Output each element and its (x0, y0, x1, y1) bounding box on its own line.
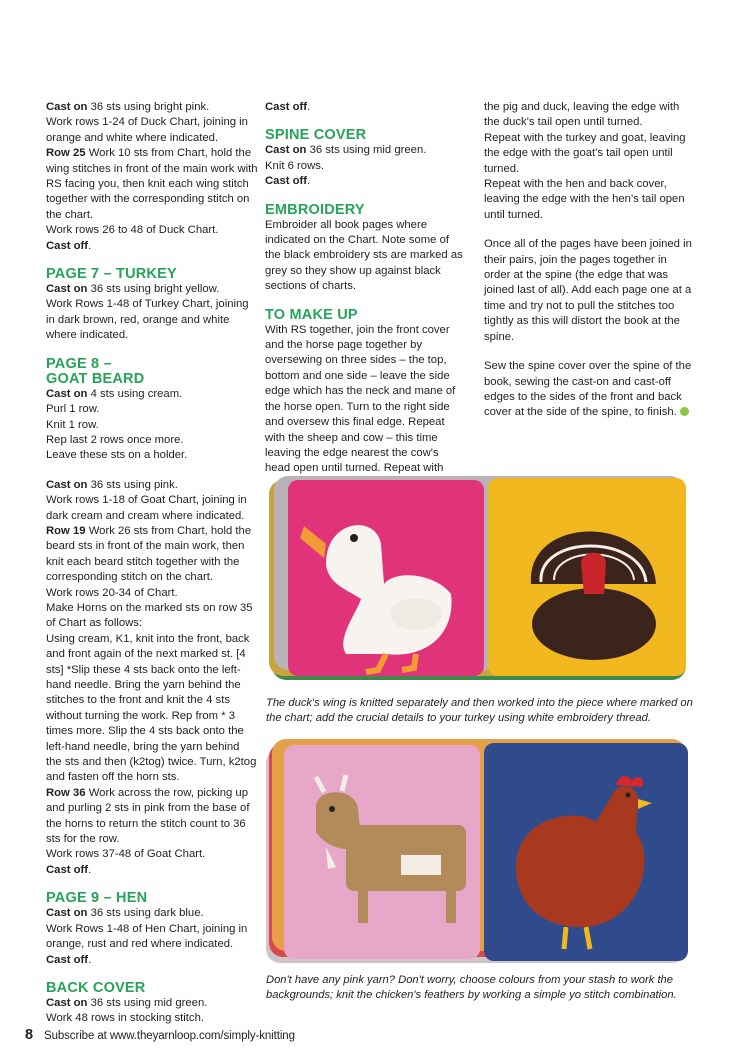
make-up-cont-2: Repeat with the turkey and goat, leaving the edge with the goat's tail open until turned. (484, 131, 686, 175)
hen-instructions: Cast on 36 sts using dark blue. Work Rows 1-48 of Hen Chart, joining in orange, rust and red where indicated. Cast off. (46, 907, 248, 966)
photo-goat-hen-art (266, 737, 694, 969)
column-right (484, 100, 694, 421)
make-up-cont-3: Repeat with the hen and back cover, leaving the edge with the hen's tail open until turned. (484, 178, 685, 221)
spine-instructions: Cast on 36 sts using mid green. Knit 6 rows. Cast off. (265, 144, 427, 188)
caption-photo-1: The duck's wing is knitted separately and then worked into the piece where marked on the chart; add the crucial details to your turkey using white embroidery thread. (266, 697, 693, 724)
column-middle (265, 100, 465, 477)
heading-turkey: PAGE 7 – TURKEY (46, 266, 177, 283)
make-up-cont-1: the pig and duck, leaving the edge with the duck's tail open until turned. (484, 101, 680, 129)
photo-duck-turkey (266, 474, 694, 686)
page-number: 8 (25, 1027, 34, 1043)
make-up-text: With RS together, join the front cover and the horse page together by oversewing on three sides – the top, bottom and one side – leave the side edge which has the neck and mane of the horse open. Turn to the right side and oversew this final edge. Repeat with the sheep and cow – this time leaving the edge nearest the cow's head open until turned. Repeat with (265, 323, 456, 475)
heading-hen: PAGE 9 – HEN (46, 890, 148, 907)
heading-back-cover: BACK COVER (46, 979, 146, 996)
heading-to-make-up: TO MAKE UP (265, 306, 358, 323)
goat-beard-instructions: Cast on 4 sts using cream. Purl 1 row. Knit 1 row. Rep last 2 rows once more. Leave these sts on a holder. (46, 387, 188, 462)
make-up-cont-4: Once all of the pages have been joined in their pairs, join the pages together in order at the spine (the edge that was joined last of all). Add each page one at a time and try not to pull the stitches too tightly as this will distort the book at the spine. (484, 238, 692, 343)
duck-instructions: Cast on 36 sts using bright pink. Work rows 1-24 of Duck Chart, joining in orange and white where indicated. Row 25 Work 10 sts from Chart, hold the wing stitches in front of the main work with RS facing you, then knit each wing stitch together with the corresponding stitch on the chart. Work rows 26 to 48 of Duck Chart. Cast off. (46, 101, 258, 252)
column-left (46, 100, 258, 1027)
photo-goat-hen (266, 737, 694, 969)
heading-spine-cover: SPINE COVER (265, 127, 367, 144)
heading-goat-beard: PAGE 8 – GOAT BEARD (46, 355, 145, 387)
caption-photo-2: Don't have any pink yarn? Don't worry, choose colours from your stash to work the backgrounds; knit the chicken's feathers by working a simple yo stitch combination. (266, 974, 677, 1001)
back-cover-instructions: Cast on 36 sts using mid green. Work 48 rows in stocking stitch. (46, 996, 208, 1025)
turkey-instructions: Cast on 36 sts using bright yellow. Work Rows 1-48 of Turkey Chart, joining in dark brown, red, orange and white where indicated. (46, 283, 249, 342)
yarn-ball-end-icon (680, 407, 689, 416)
make-up-cont-5: Sew the spine cover over the spine of the book, sewing the cast-on and cast-off edges to the sides of the front and back cover at the side of the spine, to finish. (484, 360, 692, 419)
back-cover-cast-off: Cast off. (265, 101, 311, 113)
heading-embroidery: EMBROIDERY (265, 201, 365, 218)
goat-instructions: Cast on 36 sts using pink. Work rows 1-18 of Goat Chart, joining in dark cream and cream where indicated. Row 19 Work 26 sts from Chart, hold the beard sts in front of the main work, then knit each beard stitch together with the corresponding stitch on the chart. Work rows 20-34 of Chart. Make Horns on the marked sts on row 35 of Chart as follows: Using cream, K1, knit into the front, back and front again of the next marked st. [4 sts] *Slip these 4 sts back onto the left-hand needle. Bring the yarn behind the stitches to the front and knit the 4 sts without turning the work. Rep from * 3 times more. Slip the 4 sts back onto the left-hand needle, bring the yarn behind the sts and then (k2tog) twice. Turn, k2tog and fasten off the horn sts. Row 36 Work across the row, picking up and purling 2 sts in pink from the base of the horns to return the stitch count to 36 sts for the row. Work rows 37-48 of Goat Chart. Cast off. (46, 478, 257, 876)
photo-duck-turkey-art (266, 474, 694, 686)
footer-subscribe-text: Subscribe at www.theyarnloop.com/simply-knitting (44, 1030, 295, 1042)
embroidery-text: Embroider all book pages where indicated on the Chart. Note some of the black embroidery sts are marked as grey so they show up against black sections of charts. (265, 218, 463, 293)
